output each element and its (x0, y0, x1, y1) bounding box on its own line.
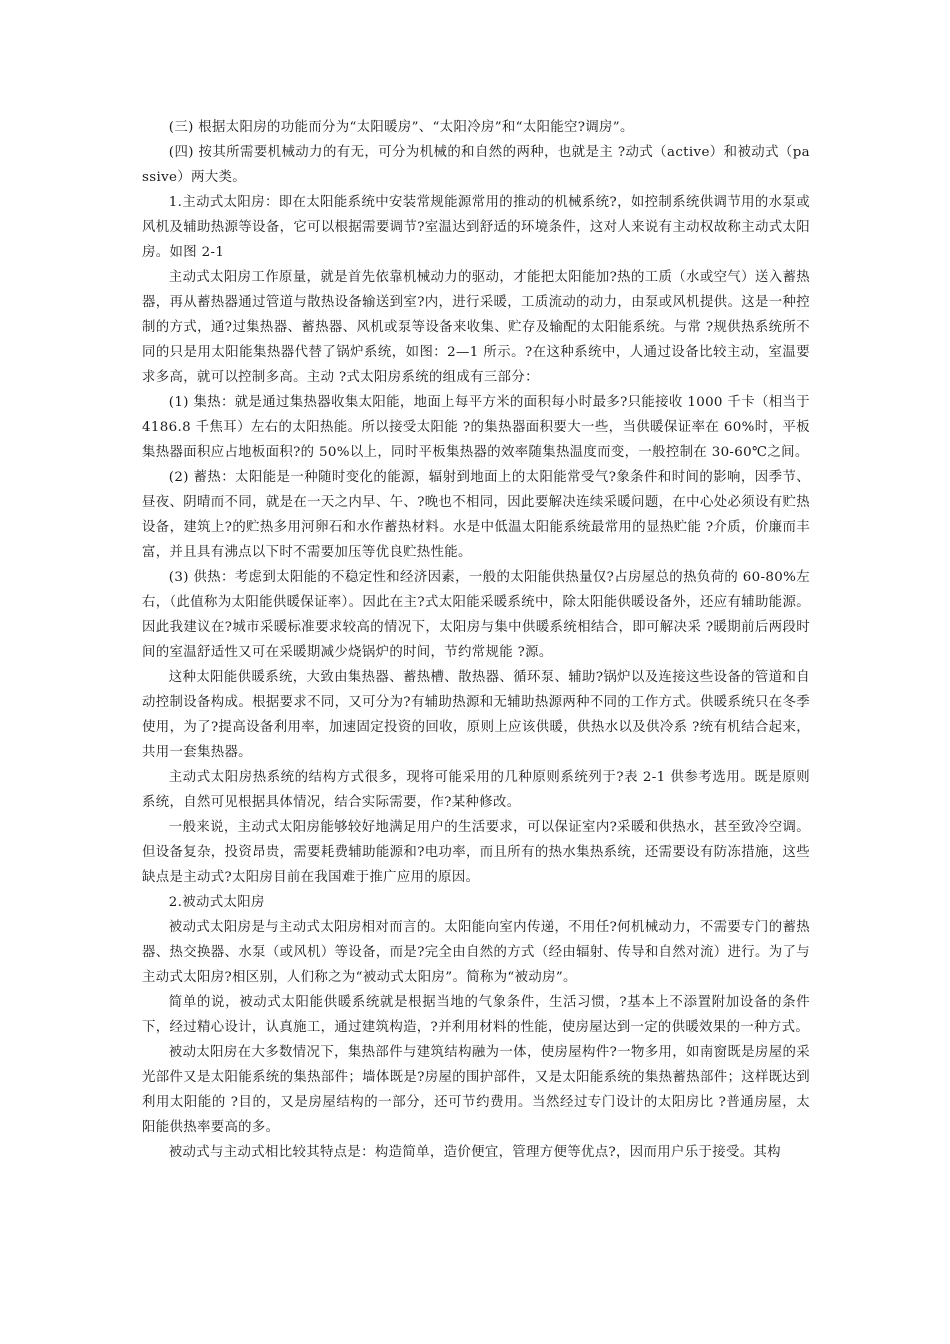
paragraph-system-components: 这种太阳能供暖系统，大致由集热器、蓄热槽、散热器、循环泵、辅助?锅炉以及连接这些设备的管道和自动控制设备构成。根据要求不同，又可分为?有辅助热源和无辅助热源两种不同的工作方式。供暖系统只在冬季使用，为了?提高设备利用率，加速固定投资的回收，原则上应该供暖，供热水以及供冷系 ?统有机结合起来，共用一套集热器。 (142, 670, 810, 760)
paragraph-heat-storage: (2) 蓄热：太阳能是一种随时变化的能源，辐射到地面上的太阳能常受气?象条件和时间的影响，因季节、昼夜、阴晴而不同，就是在一天之内早、午、?晚也不相同，因此要解决连续采暖问题，在中心处必须设有贮热设备，建筑上?的贮热多用河卵石和水作蓄热材料。水是中低温太阳能系统最常用的显热贮能 ?介质，价廉而丰富，并且具有沸点以下时不需要加压等优良贮热性能。 (142, 470, 810, 560)
paragraph-passive-simple: 简单的说，被动式太阳能供暖系统就是根据当地的气象条件，生活习惯，?基本上不添置附加设备的条件下，经过精心设计，认真施工，通过建筑构造，?并利用材料的性能，使房屋达到一定的供暖效果的一种方式。 (142, 995, 810, 1035)
paragraph-active-drawbacks: 一般来说，主动式太阳房能够较好地满足用户的生活要求，可以保证室内?采暖和供热水，甚至致冷空调。但设备复杂，投资昂贵，需要耗费辅助能源和?电功率，而且所有的热水集热系统，还需要设有防冻措施，这些缺点是主动式?太阳房目前在我国难于推广应用的原因。 (142, 820, 810, 885)
paragraph-active-solar-house: 1.主动式太阳房：即在太阳能系统中安装常规能源常用的推动的机械系统?，如控制系统供调节用的水泵或风机及辅助热源等设备，它可以根据需要调节?室温达到舒适的环境条件，这对人来说有主动权故称主动式太阳房。如图 2-1 (142, 195, 810, 260)
paragraph-power-types: (四) 按其所需要机械动力的有无，可分为机械的和自然的两种，也就是主 ?动式（active）和被动式（passive）两大类。 (142, 145, 810, 185)
section-heading-passive: 2.被动式太阳房 (168, 895, 265, 910)
paragraph-system-structure: 主动式太阳房热系统的结构方式很多，现将可能采用的几种原则系统列于?表 2-1 供参考选用。既是原则系统，自然可见根据具体情况，结合实际需要，作?某种修改。 (142, 770, 810, 810)
paragraph-function-types: (三) 根据太阳房的功能而分为“太阳暖房”、“太阳冷房”和“太阳能空?调房”。 (168, 120, 634, 135)
paragraph-passive-definition: 被动式太阳房是与主动式太阳房相对而言的。太阳能向室内传递，不用任?何机械动力，不需要专门的蓄热器、热交换器、水泵（或风机）等设备，而是?完全由自然的方式（经由辐射、传导和自然对流）进行。为了与主动式太阳房?相区别，人们称之为“被动式太阳房”。简称为“被动房”。 (142, 920, 810, 985)
paragraph-heat-supply: (3) 供热：考虑到太阳能的不稳定性和经济因素，一般的太阳能供热量仅?占房屋总的热负荷的 60-80%左右，（此值称为太阳能供暖保证率）。因此在主?式太阳能采暖系统中，除太阳能供暖设备外，还应有辅助能源。因此我建议在?城市采暖标准要求较高的情况下，太阳房与集中供暖系统相结合，即可解决采 ?暖期前后两段时间的室温舒适性又可在采暖期减少烧锅炉的时间，节约常规能 ?源。 (142, 570, 810, 660)
paragraph-heat-collection: (1) 集热：就是通过集热器收集太阳能，地面上每平方米的面积每小时最多?只能接收 1000 千卡（相当于 4186.8 千焦耳）左右的太阳热能。所以接受太阳能 ?的集热器面积要大一些，当供暖保证率在 60%时，平板集热器面积应占地板面积?的 50%以上，同时平板集热器的效率随集热温度而变，一般控制在 30-60℃之间。 (142, 395, 810, 460)
paragraph-active-principle: 主动式太阳房工作原量，就是首先依靠机械动力的驱动，才能把太阳能加?热的工质（水或空气）送入蓄热器，再从蓄热器通过管道与散热设备输送到室?内，进行采暖，工质流动的动力，由泵或风机提供。这是一种控制的方式，通?过集热器、蓄热器、风机或泵等设备来收集、贮存及输配的太阳能系统。与常 ?规供热系统所不同的只是用太阳能集热器代替了锅炉系统，如图：2—1 所示。?在这种系统中，人通过设备比较主动，室温要求多高，就可以控制多高。主动 ?式太阳房系统的组成有三部分： (142, 270, 810, 385)
paragraph-passive-comparison: 被动式与主动式相比较其特点是：构造简单，造价便宜，管理方便等优点?，因而用户乐于接受。其构 (168, 1145, 781, 1160)
document-page (142, 115, 810, 1165)
paragraph-passive-integration: 被动太阳房在大多数情况下，集热部件与建筑结构融为一体，使房屋构件?一物多用，如南窗既是房屋的采光部件又是太阳能系统的集热部件；墙体既是?房屋的围护部件，又是太阳能系统的集热蓄热部件；这样既达到利用太阳能的 ?目的，又是房屋结构的一部分，还可节约费用。当然经过专门设计的太阳房比 ?普通房屋，太阳能供热率要高的多。 (142, 1045, 810, 1135)
